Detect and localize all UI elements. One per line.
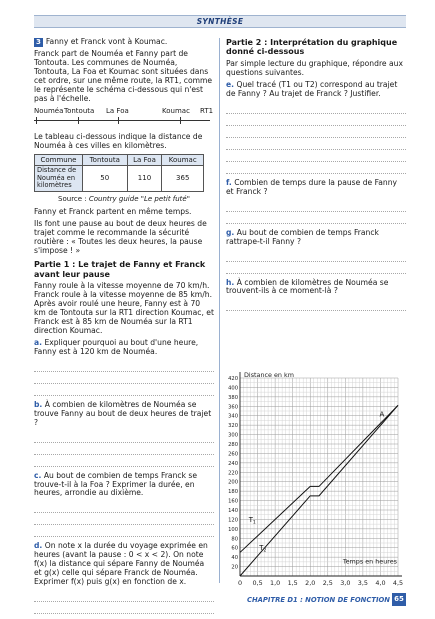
x-tick-label: 0: [237, 579, 243, 587]
source-line: Source : Country guide "Le petit futé": [58, 195, 190, 204]
table-header-cell: La Foa: [127, 154, 162, 165]
x-tick-label: 1,5: [287, 579, 298, 587]
y-axis-label: Distance en km: [244, 371, 294, 379]
series-line-t1: [240, 405, 398, 552]
x-tick-label: 2,5: [322, 579, 333, 587]
table-intro: Le tableau ci-dessous indique la distance de Nouméa à ces villes en kilomètres.: [34, 131, 203, 150]
answer-line[interactable]: [226, 114, 406, 126]
scheme-tick: [180, 117, 181, 124]
part1-text: Fanny roule à la vitesse moyenne de 70 km/h. Franck roule à la vitesse moyenne de 85 km/h. Après avoir roulé une heure, Fanny est à 70 km de Tontouta sur la RT1 direction Koumac, et Franck est à 85 km de Nouméa sur la RT1 direction Koumac.: [34, 281, 214, 335]
table-row-label: Distance de Nouméa en kilomètres: [35, 165, 83, 191]
y-tick-label: 420: [228, 376, 238, 382]
y-tick-label: 40: [231, 555, 238, 562]
answer-line[interactable]: [226, 138, 406, 150]
footer-chapter: CHAPITRE D1 : NOTION DE FONCTION: [247, 596, 390, 604]
y-tick-label: 100: [228, 526, 238, 533]
route-scheme: [34, 107, 214, 129]
question-a: a. Expliquer pourquoi au bout d'une heure, Fanny est à 120 km de Nouméa.: [34, 337, 199, 356]
scheme-tick: [78, 117, 79, 124]
answer-line[interactable]: [34, 590, 214, 602]
question-h: h. À combien de kilomètres de Nouméa se trouvent-ils à ce moment-là ?: [226, 277, 389, 296]
question-d: d. On note x la durée du voyage exprimée en heures (avant la pause : 0 < x < 2). On note f(x) la distance qui sépare Fanny de Nouméa et g(x) celle qui sépare Franck de Nouméa. Exprimer f(x) puis g(x) en fonction de x.: [34, 541, 208, 587]
y-tick-label: 140: [228, 508, 238, 514]
scheme-label-koumac: Koumac: [162, 106, 190, 115]
table-cell: 110: [127, 165, 162, 191]
answer-line[interactable]: [34, 501, 214, 513]
point-a-label: A: [379, 410, 385, 419]
table-header-cell: Commune: [35, 154, 83, 165]
x-axis-label: Temps en heures: [342, 557, 397, 566]
source-title: Country guide "Le petit futé": [88, 195, 190, 204]
answer-line[interactable]: [226, 212, 406, 224]
x-tick-label: 4,0: [375, 579, 386, 587]
part2-text: Par simple lecture du graphique, répondre aux questions suivantes.: [226, 58, 403, 77]
intro-paragraph: Franck part de Nouméa et Fanny part de Tontouta. Les communes de Nouméa, Tontouta, La Foa et Koumac sont situées dans cet ordre, sur une même route, la RT1, comme le représente le schéma ci-dessous qui n'est pas à l'échelle.: [34, 49, 213, 103]
y-tick-label: 180: [228, 489, 238, 496]
pause-paragraph: Ils font une pause au bout de deux heures de trajet comme le recommande la sécurité routière : « Toutes les deux heures, la pause s'impose ! »: [34, 219, 207, 256]
table-header-cell: Tontouta: [83, 154, 128, 165]
column-divider: [219, 38, 220, 583]
y-tick-label: 60: [231, 545, 238, 552]
scheme-tick: [118, 117, 119, 124]
x-tick-label: 3,0: [340, 579, 351, 587]
exercise-number: 3: [36, 38, 41, 46]
table-cell: 50: [83, 165, 128, 191]
section-title: SYNTHÈSE: [196, 17, 244, 26]
y-tick-label: 260: [228, 451, 238, 458]
x-tick-label: 0,5: [252, 579, 263, 587]
answer-line[interactable]: [34, 384, 214, 396]
answer-line[interactable]: [226, 262, 406, 274]
answer-line[interactable]: [226, 150, 406, 162]
scheme-label-tontouta: Tontouta: [64, 106, 95, 115]
scheme-tick: [36, 117, 37, 124]
y-tick-label: 20: [231, 564, 238, 571]
table-row: [35, 165, 204, 191]
series-label-t1: $T_1$: [248, 515, 256, 526]
answer-line[interactable]: [226, 299, 406, 311]
answer-line[interactable]: [34, 513, 214, 525]
answer-line[interactable]: [34, 372, 214, 384]
scheme-road: [34, 120, 210, 121]
part1-title: Partie 1 : Le trajet de Fanny et Franck avant leur pause: [34, 260, 206, 279]
section-header: [34, 15, 406, 28]
page-number: 65: [392, 593, 406, 606]
y-tick-label: 160: [228, 498, 238, 505]
y-tick-label: 340: [228, 413, 238, 420]
question-e: e. Quel tracé (T1 ou T2) correspond au trajet de Fanny ? Au trajet de Franck ? Justifier.: [226, 79, 398, 98]
chart-svg: [226, 366, 406, 588]
question-c: c. Au bout de combien de temps Franck se trouve-t-il à la Foa ? Exprimer la durée, en heures, arrondie au dixième.: [34, 470, 198, 498]
scheme-label-noumea: Nouméa: [34, 106, 64, 115]
x-tick-label: 2,0: [305, 579, 316, 587]
series-label-t2: $T_2$: [259, 544, 267, 554]
answer-line[interactable]: [34, 443, 214, 455]
y-tick-label: 360: [228, 404, 238, 411]
question-f: f. Combien de temps dure la pause de Fanny et Franck ?: [226, 177, 398, 196]
x-tick-label: 3,5: [357, 579, 368, 587]
y-tick-label: 220: [228, 470, 238, 477]
answer-line[interactable]: [226, 102, 406, 114]
distance-table: [34, 154, 204, 193]
y-tick-label: 80: [231, 536, 238, 543]
y-tick-label: 280: [228, 442, 238, 448]
left-column: [34, 38, 214, 614]
answer-line[interactable]: [226, 250, 406, 262]
question-b: b. À combien de kilomètres de Nouméa se trouve Fanny au bout de deux heures de trajet ?: [34, 399, 212, 427]
y-tick-label: 400: [228, 385, 238, 392]
y-tick-label: 240: [228, 460, 238, 467]
table-cell: 365: [162, 165, 204, 191]
y-tick-label: 320: [228, 423, 238, 430]
answer-line[interactable]: [34, 431, 214, 443]
x-tick-label: 4,5: [392, 579, 404, 587]
y-tick-label: 380: [228, 394, 238, 401]
y-tick-label: 120: [228, 517, 238, 524]
right-column: [226, 38, 406, 311]
table-header-row: [35, 154, 204, 165]
part2-title: Partie 2 : Interprétation du graphique donné ci-dessous: [226, 38, 398, 57]
y-tick-label: 200: [228, 479, 238, 486]
x-tick-label: 1,0: [270, 579, 281, 587]
answer-line[interactable]: [34, 455, 214, 467]
answer-line[interactable]: [226, 162, 406, 174]
answer-line[interactable]: [34, 602, 214, 614]
table-header-cell: Koumac: [162, 154, 204, 165]
intro-line: 3 Fanny et Franck vont à Koumac.: [36, 37, 168, 46]
departure-line: Fanny et Franck partent en même temps.: [34, 207, 192, 217]
answer-line[interactable]: [34, 360, 214, 372]
y-tick-label: 300: [228, 432, 238, 439]
scheme-label-lafoa: La Foa: [106, 106, 129, 115]
answer-line[interactable]: [226, 126, 406, 138]
answer-line[interactable]: [34, 525, 214, 537]
distance-time-chart: [226, 366, 406, 588]
question-g: g. Au bout de combien de temps Franck rattrape-t-il Fanny ?: [226, 227, 379, 246]
answer-line[interactable]: [226, 200, 406, 212]
scheme-label-rt1: RT1: [200, 106, 214, 115]
